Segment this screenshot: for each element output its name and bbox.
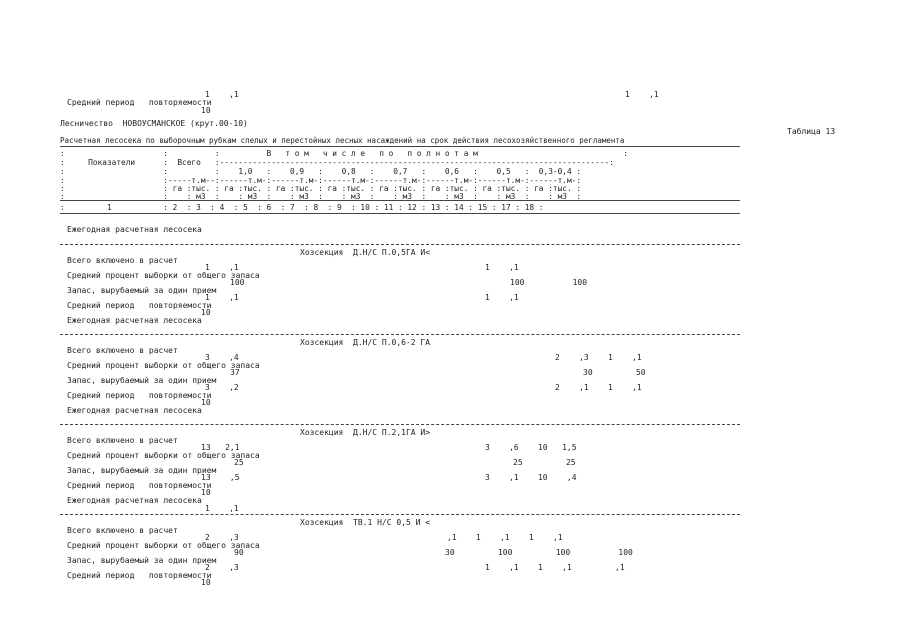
row-total-left: 2 ,3 bbox=[205, 533, 239, 542]
row-total-left: 1 ,1 bbox=[205, 263, 239, 272]
row-stock-left: 3 ,2 bbox=[205, 383, 239, 392]
head-line-1: : : : В т о м ч и с л е п о п о л н о т а м : bbox=[60, 149, 628, 158]
row-stock-left: 1 ,1 bbox=[205, 293, 239, 302]
row-total-left: 13 2,1 bbox=[201, 443, 240, 452]
section-title: Хозсекция Д.Н/С П.2,1ГА И> bbox=[300, 428, 431, 437]
row-percent-label: Средний процент выборки от общего запаса bbox=[67, 541, 260, 550]
row-total-label: Всего включено в расчет bbox=[67, 346, 178, 355]
section-separator bbox=[60, 244, 740, 245]
row-percent-label: Средний процент выборки от общего запаса bbox=[67, 361, 260, 370]
row-period-value: 10 bbox=[201, 488, 211, 497]
section-separator bbox=[60, 514, 740, 515]
row-total-right: 2 ,3 1 ,1 bbox=[555, 353, 642, 362]
lesnichestvo-title: Лесничество НОВОУСМАНСКОЕ (крут.00-10) bbox=[60, 119, 248, 128]
row-period-value: 10 bbox=[201, 308, 211, 317]
row-annual-label: Ежегодная расчетная лесосека bbox=[67, 496, 202, 505]
annual-values: 1 ,1 bbox=[205, 504, 239, 513]
row-total-right: ,1 1 ,1 1 ,1 bbox=[447, 533, 563, 542]
section-title: Хозсекция ТВ.1 Н/С 0,5 И < bbox=[300, 518, 431, 527]
section-title: Хозсекция Д.Н/С П.0,5ГА И< bbox=[300, 248, 431, 257]
row-period-label: Средний период повторяемости bbox=[67, 481, 212, 490]
row-percent-left: 37 bbox=[230, 368, 240, 377]
row-stock-right: 1 ,1 1 ,1 ,1 bbox=[485, 563, 625, 572]
table-number: Таблица 13 bbox=[787, 127, 836, 136]
column-numbers: : 1 : 2 : 3 : 4 : 5 : 6 : 7 : 8 : 9 : 10 : 11 : 12 : 13 : 14 : 15 : 17 : 18 : bbox=[60, 203, 544, 212]
prev-period-value: 10 bbox=[201, 106, 211, 115]
row-percent-right: 30 100 100 100 bbox=[445, 548, 633, 557]
row-percent-left: 90 bbox=[234, 548, 244, 557]
row-stock-label: Запас, вырубаемый за один прием bbox=[67, 376, 217, 385]
row-stock-label: Запас, вырубаемый за один прием bbox=[67, 556, 217, 565]
row-stock-right: 2 ,1 1 ,1 bbox=[555, 383, 642, 392]
row-total-right: 1 ,1 bbox=[485, 263, 519, 272]
row-total-label: Всего включено в расчет bbox=[67, 256, 178, 265]
row-stock-label: Запас, вырубаемый за один прием bbox=[67, 466, 217, 475]
row-percent-right: 100 100 bbox=[510, 278, 588, 287]
head-line-6: : : : м3 : : м3 : : м3 : : м3 : : м3 : : м3 : : м3 : : м3 : bbox=[60, 192, 582, 201]
row-stock-left: 13 ,5 bbox=[201, 473, 240, 482]
head-bottom-rule bbox=[60, 213, 740, 214]
head-mid-rule bbox=[60, 200, 740, 201]
row-period-value: 10 bbox=[201, 398, 211, 407]
row-percent-label: Средний процент выборки от общего запаса bbox=[67, 451, 260, 460]
section-separator bbox=[60, 424, 740, 425]
head-line-4: : :-----т.м--:------т.м-:------т.м-:------т.м-:------т.м-:------т.м-:------т.м-:------т.м-: bbox=[60, 176, 582, 185]
row-annual-label: Ежегодная расчетная лесосека bbox=[67, 406, 202, 415]
head-line-2: : Показатели : Всего :-----------------------------------------------------------------------------------: bbox=[60, 158, 614, 167]
prev-values-left: 1 ,1 bbox=[205, 90, 239, 99]
table-title: Расчетная лесосека по выборочным рубкам спелых и перестойных лесных насаждений на срок действия лесохозяйственного регламента bbox=[60, 136, 625, 145]
row-period-label: Средний период повторяемости bbox=[67, 571, 212, 580]
row-stock-label: Запас, вырубаемый за один прием bbox=[67, 286, 217, 295]
row-stock-right: 1 ,1 bbox=[485, 293, 519, 302]
prev-values-right: 1 ,1 bbox=[625, 90, 659, 99]
annual-label-top: Ежегодная расчетная лесосека bbox=[67, 225, 202, 234]
row-annual-label: Ежегодная расчетная лесосека bbox=[67, 316, 202, 325]
row-total-right: 3 ,6 10 1,5 bbox=[485, 443, 577, 452]
row-stock-left: 2 ,3 bbox=[205, 563, 239, 572]
section-title: Хозсекция Д.Н/С П.0,6-2 ГА bbox=[300, 338, 431, 347]
section-separator bbox=[60, 334, 740, 335]
row-period-label: Средний период повторяемости bbox=[67, 301, 212, 310]
row-total-label: Всего включено в расчет bbox=[67, 526, 178, 535]
row-total-label: Всего включено в расчет bbox=[67, 436, 178, 445]
row-percent-left: 25 bbox=[234, 458, 244, 467]
row-percent-label: Средний процент выборки от общего запаса bbox=[67, 271, 260, 280]
head-line-3: : : : 1,0 : 0,9 : 0,8 : 0,7 : 0,6 : 0,5 : 0,3-0,4 : bbox=[60, 167, 582, 176]
prev-period-label: Средний период повторяемости bbox=[67, 98, 212, 107]
row-percent-right: 30 50 bbox=[583, 368, 646, 377]
row-percent-left: 100 bbox=[230, 278, 245, 287]
row-total-left: 3 ,4 bbox=[205, 353, 239, 362]
row-period-value: 10 bbox=[201, 578, 211, 587]
row-period-label: Средний период повторяемости bbox=[67, 391, 212, 400]
row-stock-right: 3 ,1 10 ,4 bbox=[485, 473, 577, 482]
table-top-rule bbox=[60, 146, 740, 147]
head-line-5: : : га :тыс. : га :тыс. : га :тыс. : га :тыс. : га :тыс. : га :тыс. : га :тыс. : га :тыс. : bbox=[60, 184, 582, 193]
row-percent-right: 25 25 bbox=[513, 458, 576, 467]
